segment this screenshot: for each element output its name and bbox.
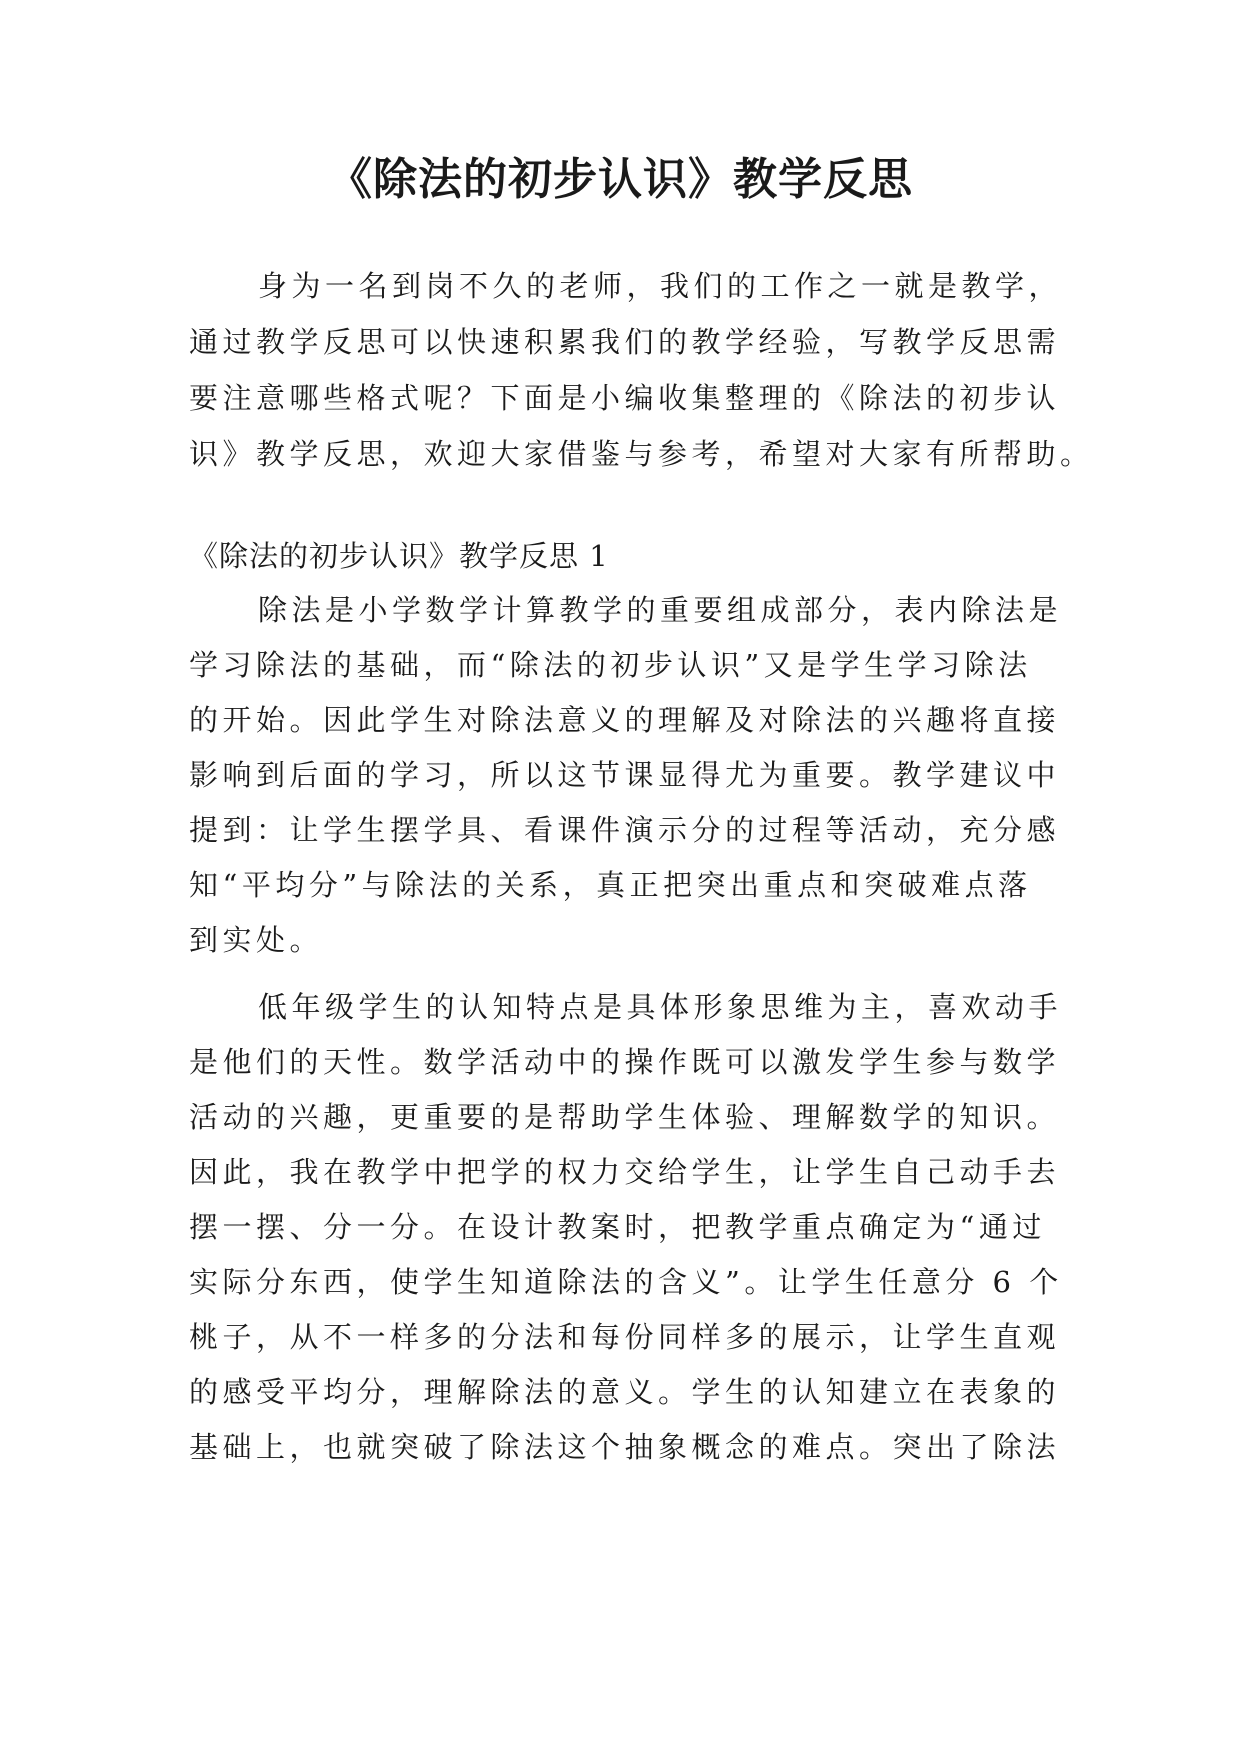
paragraph1-line-5: 提到：让学生摆学具、看课件演示分的过程等活动，充分感 [189, 813, 1061, 847]
paragraph1-line-7: 到实处。 [189, 923, 324, 957]
intro-line-4: 识》教学反思，欢迎大家借鉴与参考，希望对大家有所帮助。 [189, 437, 1094, 471]
paragraph1-line-1: 除法是小学数学计算教学的重要组成部分，表内除法是 [258, 593, 1063, 627]
section-heading: 《除法的初步认识》教学反思 1 [189, 539, 609, 573]
paragraph1-line-2: 学习除法的基础，而“除法的初步认识”又是学生学习除法 [189, 648, 1032, 682]
paragraph1-line-6: 知“平均分”与除法的关系，真正把突出重点和突破难点落 [189, 868, 1032, 902]
paragraph2-line-6: 实际分东西，使学生知道除法的含义”。让学生任意分 6 个 [189, 1265, 1063, 1299]
paragraph1-line-3: 的开始。因此学生对除法意义的理解及对除法的兴趣将直接 [189, 703, 1061, 737]
paragraph2-line-8: 的感受平均分，理解除法的意义。学生的认知建立在表象的 [189, 1375, 1061, 1409]
paragraph2-line-2: 是他们的天性。数学活动中的操作既可以激发学生参与数学 [189, 1045, 1061, 1079]
intro-line-2: 通过教学反思可以快速积累我们的教学经验，写教学反思需 [189, 325, 1061, 359]
paragraph2-line-5: 摆一摆、分一分。在设计教案时，把教学重点确定为“通过 [189, 1210, 1046, 1244]
paragraph2-line-3: 活动的兴趣，更重要的是帮助学生体验、理解数学的知识。 [189, 1100, 1061, 1134]
paragraph2-line-7: 桃子，从不一样多的分法和每份同样多的展示，让学生直观 [189, 1320, 1061, 1354]
paragraph2-line-9: 基础上，也就突破了除法这个抽象概念的难点。突出了除法 [189, 1430, 1061, 1464]
intro-line-1: 身为一名到岗不久的老师，我们的工作之一就是教学， [258, 269, 1063, 303]
paragraph2-line-4: 因此，我在教学中把学的权力交给学生，让学生自己动手去 [189, 1155, 1061, 1189]
paragraph1-line-4: 影响到后面的学习，所以这节课显得尤为重要。教学建议中 [189, 758, 1061, 792]
paragraph2-line-1: 低年级学生的认知特点是具体形象思维为主，喜欢动手 [258, 990, 1063, 1024]
intro-line-3: 要注意哪些格式呢？下面是小编收集整理的《除法的初步认 [189, 381, 1061, 415]
document-title: 《除法的初步认识》教学反思 [328, 154, 913, 205]
